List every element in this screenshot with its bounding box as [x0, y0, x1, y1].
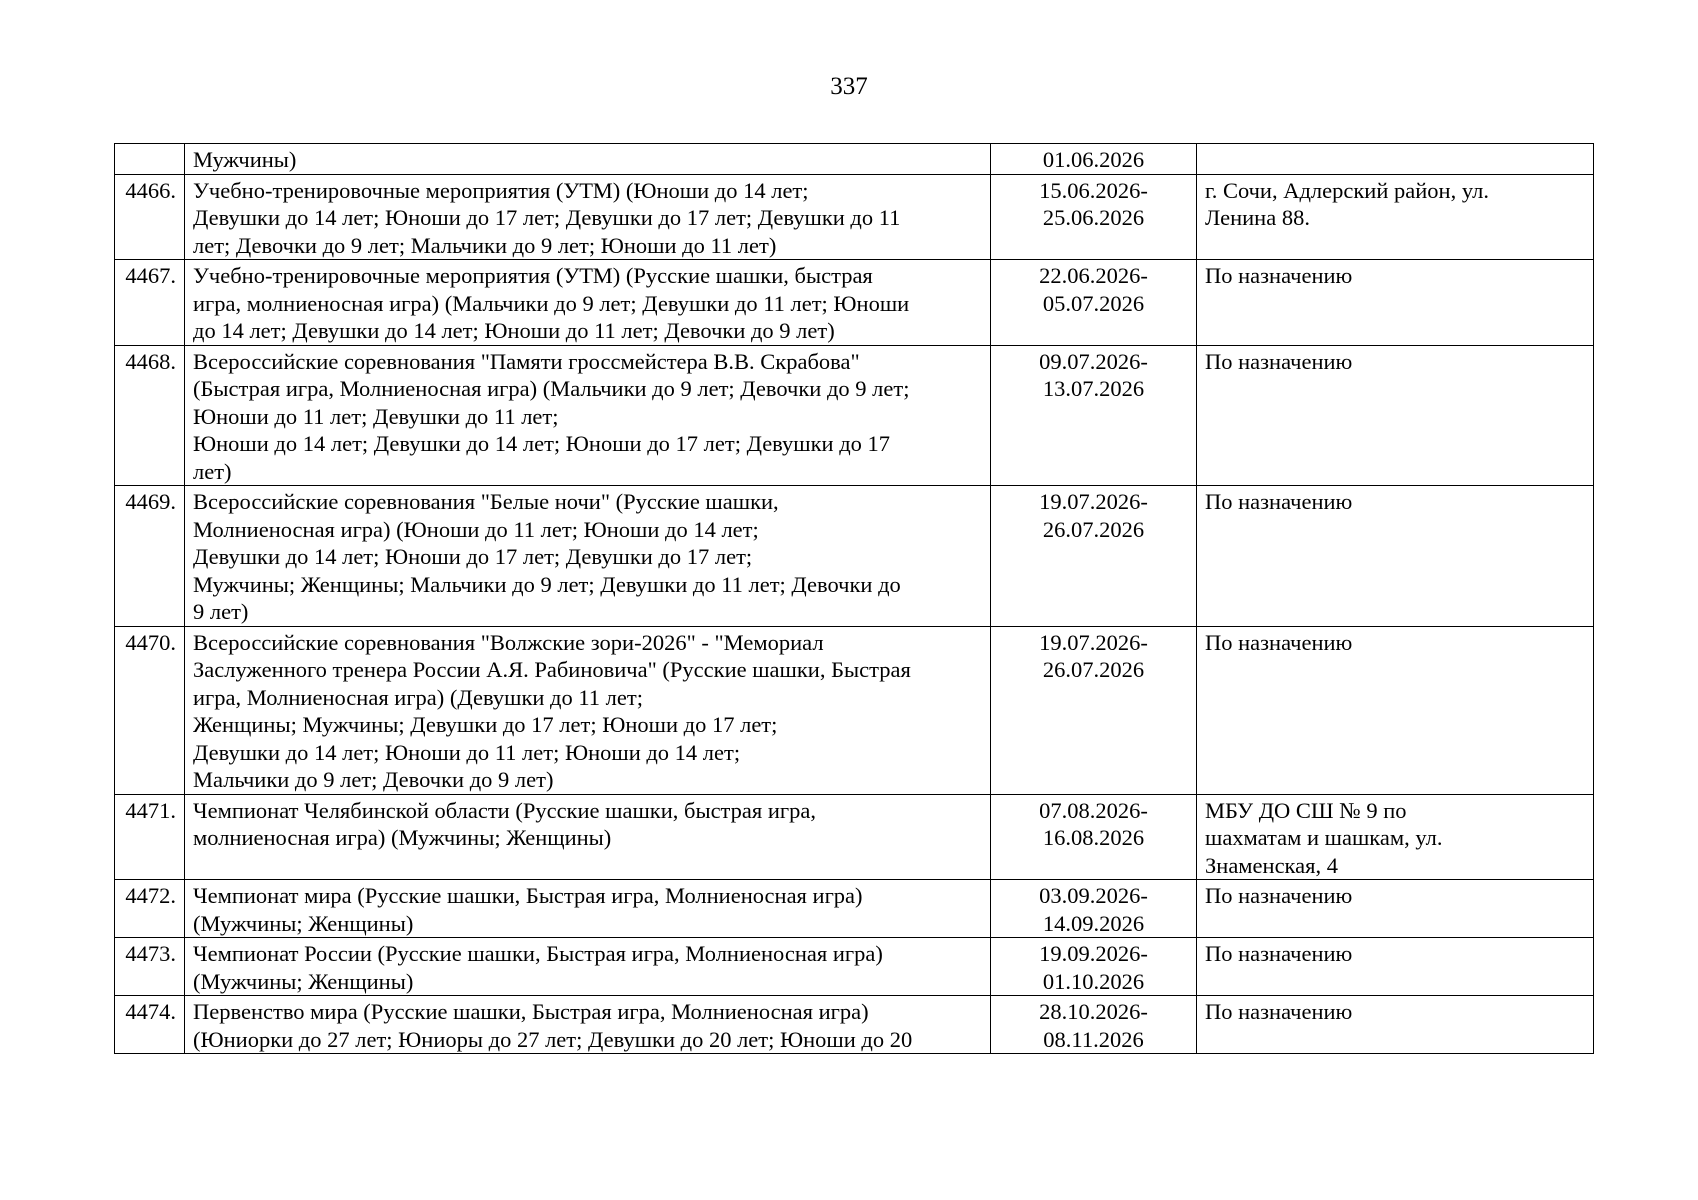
table-row: [115, 345, 1594, 486]
event-place-cell: [1197, 880, 1594, 938]
event-place-cell: [1197, 486, 1594, 627]
event-place-cell: [1197, 794, 1594, 880]
event-name-line: Чемпионат России (Русские шашки, Быстрая игра, Молниеносная игра): [193, 941, 883, 966]
event-date-line: 15.06.2026-: [1039, 177, 1148, 203]
row-number: 4469.: [115, 486, 185, 627]
event-date-line: 08.11.2026: [1043, 1026, 1144, 1052]
table-row: [115, 626, 1594, 794]
event-date-line: 16.08.2026: [1042, 825, 1145, 850]
row-number: 4471.: [115, 794, 185, 880]
event-name-line: Девушки до 14 лет; Юноши до 17 лет; Девушки до 17 лет; Девушки до 11: [193, 205, 901, 230]
event-name-line: Чемпионат Челябинской области (Русские шашки, быстрая игра,: [193, 797, 817, 823]
event-name-cell: [185, 996, 991, 1054]
event-date-line: 19.07.2026-: [1039, 489, 1148, 514]
event-name-line: Первенство мира (Русские шашки, Быстрая игра, Молниеносная игра): [193, 999, 869, 1024]
event-place-line: По назначению: [1205, 999, 1353, 1024]
event-place-line: По назначению: [1205, 263, 1353, 288]
event-place-line: По назначению: [1205, 489, 1353, 514]
event-name-line: Юноши до 11 лет; Девушки до 11 лет;: [193, 403, 559, 429]
row-number: [115, 144, 185, 175]
event-place-line: МБУ ДО СШ № 9 по: [1205, 797, 1407, 823]
event-place-line: По назначению: [1205, 883, 1353, 908]
event-dates-cell: [991, 626, 1197, 794]
event-name-line: Заслуженного тренера России А.Я. Рабиновича" (Русские шашки, Быстрая: [193, 657, 911, 682]
event-name-line: лет): [193, 458, 232, 484]
event-date-line: 25.06.2026: [1042, 205, 1145, 230]
event-date-line: 07.08.2026-: [1039, 797, 1148, 823]
row-number: 4474.: [115, 996, 185, 1054]
event-name-line: (Быстрая игра, Молниеносная игра) (Мальчики до 9 лет; Девочки до 9 лет;: [193, 376, 910, 401]
event-name-line: Мужчины): [193, 147, 297, 172]
event-name-line: (Мужчины; Женщины): [193, 910, 414, 936]
event-place-cell: [1197, 996, 1594, 1054]
event-place-cell: [1197, 174, 1594, 260]
event-place-line: По назначению: [1205, 348, 1353, 374]
event-dates-cell: [991, 794, 1197, 880]
event-name-line: Всероссийские соревнования "Белые ночи" (Русские шашки,: [193, 489, 779, 514]
event-date-line: 01.06.2026: [1042, 147, 1145, 172]
event-name-cell: [185, 626, 991, 794]
event-name-line: Чемпионат мира (Русские шашки, Быстрая игра, Молниеносная игра): [193, 883, 863, 908]
event-name-line: Девушки до 14 лет; Юноши до 17 лет; Девушки до 17 лет;: [193, 544, 753, 569]
event-place-cell: [1197, 260, 1594, 346]
events-table: [114, 143, 1594, 1054]
event-dates-cell: [991, 260, 1197, 346]
event-name-line: Всероссийские соревнования "Волжские зори-2026" - "Мемориал: [193, 629, 824, 655]
row-number: 4466.: [115, 174, 185, 260]
event-place-line: Знаменская, 4: [1205, 852, 1338, 878]
event-dates-cell: [991, 174, 1197, 260]
row-number: 4473.: [115, 938, 185, 996]
event-place-cell: [1197, 144, 1594, 175]
event-place-cell: [1197, 626, 1594, 794]
event-place-line: Ленина 88.: [1205, 205, 1310, 230]
event-place-line: г. Сочи, Адлерский район, ул.: [1205, 177, 1489, 203]
event-date-line: 26.07.2026: [1042, 516, 1145, 542]
event-name-cell: [185, 794, 991, 880]
event-name-cell: [185, 144, 991, 175]
event-place-line: По назначению: [1205, 941, 1353, 966]
event-date-line: 14.09.2026: [1042, 910, 1145, 936]
table-row: [115, 938, 1594, 996]
row-number: 4472.: [115, 880, 185, 938]
event-name-line: Мальчики до 9 лет; Девочки до 9 лет): [193, 767, 554, 792]
row-number: 4470.: [115, 626, 185, 794]
event-date-line: 22.06.2026-: [1039, 263, 1148, 288]
event-place-line: По назначению: [1205, 629, 1353, 655]
event-name-line: Девушки до 14 лет; Юноши до 11 лет; Юноши до 14 лет;: [193, 739, 741, 765]
event-name-line: Мужчины; Женщины; Мальчики до 9 лет; Девушки до 11 лет; Девочки до: [193, 571, 901, 597]
table-row: [115, 144, 1594, 175]
event-name-line: Всероссийские соревнования "Памяти гроссмейстера В.В. Скрабова": [193, 348, 860, 374]
event-name-line: 9 лет): [193, 599, 249, 624]
event-date-line: 03.09.2026-: [1039, 883, 1148, 908]
page-number: 337: [830, 73, 868, 100]
event-date-line: 01.10.2026: [1042, 968, 1145, 994]
event-dates-cell: [991, 880, 1197, 938]
event-date-line: 19.07.2026-: [1039, 629, 1148, 655]
row-number: 4468.: [115, 345, 185, 486]
event-date-line: 26.07.2026: [1042, 657, 1145, 682]
event-name-line: игра, Молниеносная игра) (Девушки до 11 лет;: [193, 684, 643, 710]
event-dates-cell: [991, 996, 1197, 1054]
event-date-line: 09.07.2026-: [1039, 348, 1148, 374]
event-name-line: Юноши до 14 лет; Девушки до 14 лет; Юноши до 17 лет; Девушки до 17: [193, 431, 891, 456]
event-place-cell: [1197, 345, 1594, 486]
event-dates-cell: [991, 144, 1197, 175]
table-row: [115, 880, 1594, 938]
event-name-cell: [185, 260, 991, 346]
event-date-line: 28.10.2026-: [1039, 999, 1148, 1024]
event-name-cell: [185, 345, 991, 486]
table-row: [115, 260, 1594, 346]
event-date-line: 05.07.2026: [1042, 290, 1145, 316]
row-number: 4467.: [115, 260, 185, 346]
events-table-body: [115, 144, 1594, 1054]
event-name-cell: [185, 938, 991, 996]
event-name-line: Молниеносная игра) (Юноши до 11 лет; Юноши до 14 лет;: [193, 516, 759, 542]
table-row: [115, 486, 1594, 627]
table-row: [115, 174, 1594, 260]
event-name-line: лет; Девочки до 9 лет; Мальчики до 9 лет; Юноши до 11 лет): [193, 232, 777, 258]
event-name-line: Учебно-тренировочные мероприятия (УТМ) (Русские шашки, быстрая: [193, 263, 873, 288]
event-name-cell: [185, 486, 991, 627]
event-name-line: молниеносная игра) (Мужчины; Женщины): [193, 825, 612, 850]
table-row: [115, 794, 1594, 880]
event-name-cell: [185, 880, 991, 938]
event-name-line: Учебно-тренировочные мероприятия (УТМ) (Юноши до 14 лет;: [193, 177, 809, 203]
event-date-line: 19.09.2026-: [1039, 941, 1148, 966]
event-name-line: (Юниорки до 27 лет; Юниоры до 27 лет; Девушки до 20 лет; Юноши до 20: [193, 1026, 913, 1052]
event-name-line: Женщины; Мужчины; Девушки до 17 лет; Юноши до 17 лет;: [193, 712, 778, 737]
event-dates-cell: [991, 345, 1197, 486]
table-row: [115, 996, 1594, 1054]
event-name-cell: [185, 174, 991, 260]
event-dates-cell: [991, 486, 1197, 627]
event-name-line: до 14 лет; Девушки до 14 лет; Юноши до 11 лет; Девочки до 9 лет): [193, 318, 835, 343]
event-place-line: шахматам и шашкам, ул.: [1205, 825, 1443, 850]
event-name-line: игра, молниеносная игра) (Мальчики до 9 лет; Девушки до 11 лет; Юноши: [193, 290, 910, 316]
event-date-line: 13.07.2026: [1042, 376, 1145, 401]
event-place-cell: [1197, 938, 1594, 996]
event-dates-cell: [991, 938, 1197, 996]
event-name-line: (Мужчины; Женщины): [193, 968, 414, 994]
